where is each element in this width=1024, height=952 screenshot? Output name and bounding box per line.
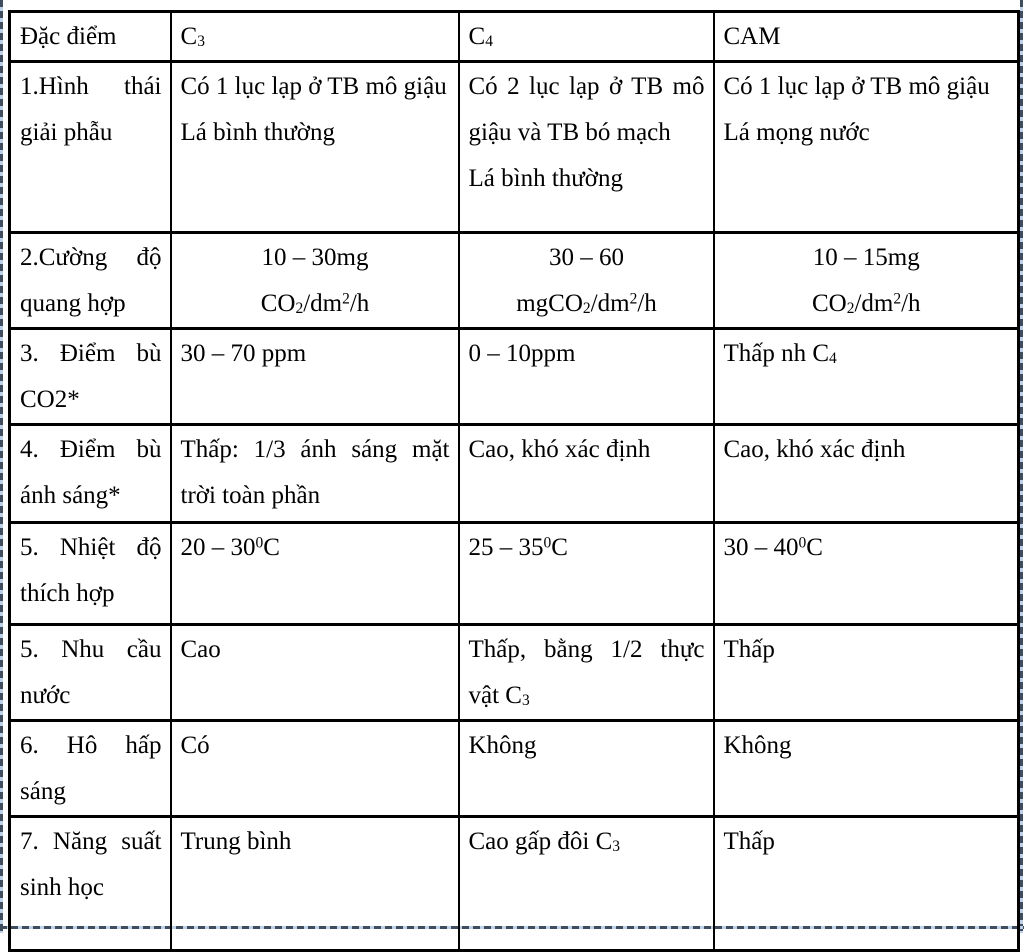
cell-intensity-cam (714, 233, 1019, 329)
feature-label: 5. Nhiệt độ thích hợp (20, 534, 162, 607)
feature-cell (10, 425, 171, 523)
cell-text: C (263, 534, 280, 561)
cell-paragraph: Có 1 lục lạp ở TB mô giậu (180, 73, 447, 100)
cell-co2comp-cam (714, 329, 1019, 425)
header-c3-subscript: 3 (197, 32, 205, 50)
cell-text: Thấp nh C (723, 340, 830, 367)
cell-productivity-c4 (459, 817, 714, 951)
cell-intensity-c3 (171, 233, 459, 329)
cell-co2comp-c4 (459, 329, 714, 425)
cell-line: 30 – 60 (549, 244, 624, 271)
cell-text: C (806, 534, 823, 561)
header-cell-feature (10, 12, 171, 62)
co2-subscript: 2 (582, 299, 591, 317)
header-cell-c3 (171, 12, 459, 62)
cell-text: 30 – 40 (723, 534, 799, 561)
cell-text: Cao gấp đôi C (468, 828, 613, 855)
c4-subscript: 4 (829, 349, 837, 367)
comparison-table (8, 10, 1020, 952)
degree-superscript: 0 (798, 534, 807, 552)
cell-photoresp-c3 (171, 721, 459, 817)
degree-superscript: 0 (543, 534, 552, 552)
unit-text: CO (260, 290, 296, 317)
cell-lightcomp-cam (714, 425, 1019, 523)
table-row-temperature (10, 523, 1019, 625)
cell-line (724, 281, 1010, 327)
cell-temp-c4 (459, 523, 714, 625)
unit-text: mgCO (516, 290, 583, 317)
dm-superscript: 2 (893, 290, 902, 308)
cell-water-cam (714, 625, 1019, 721)
cell-water-c4 (459, 625, 714, 721)
cell-morphology-c3 (171, 62, 459, 233)
co2-subscript: 2 (846, 299, 855, 317)
unit-text: /dm (303, 290, 343, 317)
table-row-productivity (10, 817, 1019, 951)
cell-line: 10 – 15mg (812, 244, 920, 271)
cell-text: Thấp, bằng 1/2 thực vật C (468, 636, 705, 709)
feature-cell (10, 329, 171, 425)
header-c4-subscript: 4 (485, 32, 493, 50)
cell-lightcomp-c4 (459, 425, 714, 523)
c3-subscript: 3 (612, 837, 620, 855)
unit-text: /h (349, 290, 370, 317)
cell-text: C (551, 534, 568, 561)
header-cam-label: CAM (723, 23, 781, 50)
feature-label: 6. Hô hấp sáng (20, 732, 162, 805)
cell-line (181, 281, 450, 327)
header-c4-label: C (468, 23, 486, 50)
cell-text: Thấp (723, 828, 775, 855)
cell-temp-c3 (171, 523, 459, 625)
feature-cell (10, 523, 171, 625)
c3-subscript: 3 (521, 691, 530, 709)
cell-text: Không (723, 732, 792, 759)
table-row-photorespiration (10, 721, 1019, 817)
cell-text: 0 – 10ppm (468, 340, 576, 367)
cell-lightcomp-c3 (171, 425, 459, 523)
cell-text: 30 – 70 ppm (180, 340, 307, 367)
cell-paragraph: Lá bình thường (180, 119, 336, 146)
cell-productivity-cam (714, 817, 1019, 951)
cell-paragraph: Có 2 lục lạp ở TB mô giậu và TB bó mạch (468, 73, 705, 146)
feature-label: 4. Điểm bù ánh sáng* (20, 436, 162, 509)
feature-label: 2.Cường độ quang hợp (20, 244, 162, 317)
header-cell-cam (714, 12, 1019, 62)
unit-text: /dm (590, 290, 630, 317)
table-row-intensity (10, 233, 1019, 329)
table-row-morphology (10, 62, 1019, 233)
cell-morphology-c4 (459, 62, 714, 233)
cell-productivity-c3 (171, 817, 459, 951)
feature-label: 1.Hình thái giải phẫu (20, 73, 162, 146)
cell-text: Trung bình (180, 828, 292, 855)
feature-label: 7. Năng suất sinh học (20, 828, 162, 901)
header-feature-label: Đặc điểm (20, 23, 117, 50)
cell-text: Thấp: 1/3 ánh sáng mặt trời toàn phần (180, 436, 450, 509)
cell-text: 20 – 30 (180, 534, 256, 561)
cell-line (469, 281, 705, 327)
table-row-light-compensation (10, 425, 1019, 523)
cell-paragraph: Có 1 lục lạp ở TB mô giậu (723, 73, 990, 100)
dm-superscript: 2 (342, 290, 350, 308)
cell-intensity-c4 (459, 233, 714, 329)
text-boundary-left (0, 0, 3, 933)
cell-morphology-cam (714, 62, 1019, 233)
cell-text: Có (180, 732, 210, 759)
table-row-water-need (10, 625, 1019, 721)
co2-subscript: 2 (295, 299, 304, 317)
cell-paragraph: Lá mọng nước (723, 119, 870, 146)
table-header-row (10, 12, 1019, 62)
cell-text: 25 – 35 (468, 534, 544, 561)
cell-water-c3 (171, 625, 459, 721)
unit-text: /h (637, 290, 657, 317)
feature-cell (10, 233, 171, 329)
degree-superscript: 0 (255, 534, 264, 552)
cell-temp-cam (714, 523, 1019, 625)
cell-photoresp-cam (714, 721, 1019, 817)
feature-cell (10, 721, 171, 817)
cell-text: Thấp (723, 636, 775, 663)
header-c3-label: C (180, 23, 198, 50)
feature-label: 3. Điểm bù CO2* (20, 340, 162, 413)
text-boundary-right (1020, 0, 1023, 933)
feature-cell (10, 817, 171, 951)
cell-text: Cao (180, 636, 221, 663)
cell-text: Không (468, 732, 537, 759)
feature-label: 5. Nhu cầu nước (20, 636, 162, 709)
feature-cell (10, 62, 171, 233)
unit-text: /h (901, 290, 921, 317)
feature-cell (10, 625, 171, 721)
cell-paragraph: Lá bình thường (468, 165, 624, 192)
unit-text: CO (811, 290, 847, 317)
cell-photoresp-c4 (459, 721, 714, 817)
cell-co2comp-c3 (171, 329, 459, 425)
unit-text: /dm (854, 290, 894, 317)
cell-line: 10 – 30mg (261, 244, 369, 271)
cell-text: Cao, khó xác định (723, 436, 906, 463)
table-row-co2-compensation (10, 329, 1019, 425)
header-cell-c4 (459, 12, 714, 62)
cell-text: Cao, khó xác định (468, 436, 651, 463)
dm-superscript: 2 (629, 290, 638, 308)
